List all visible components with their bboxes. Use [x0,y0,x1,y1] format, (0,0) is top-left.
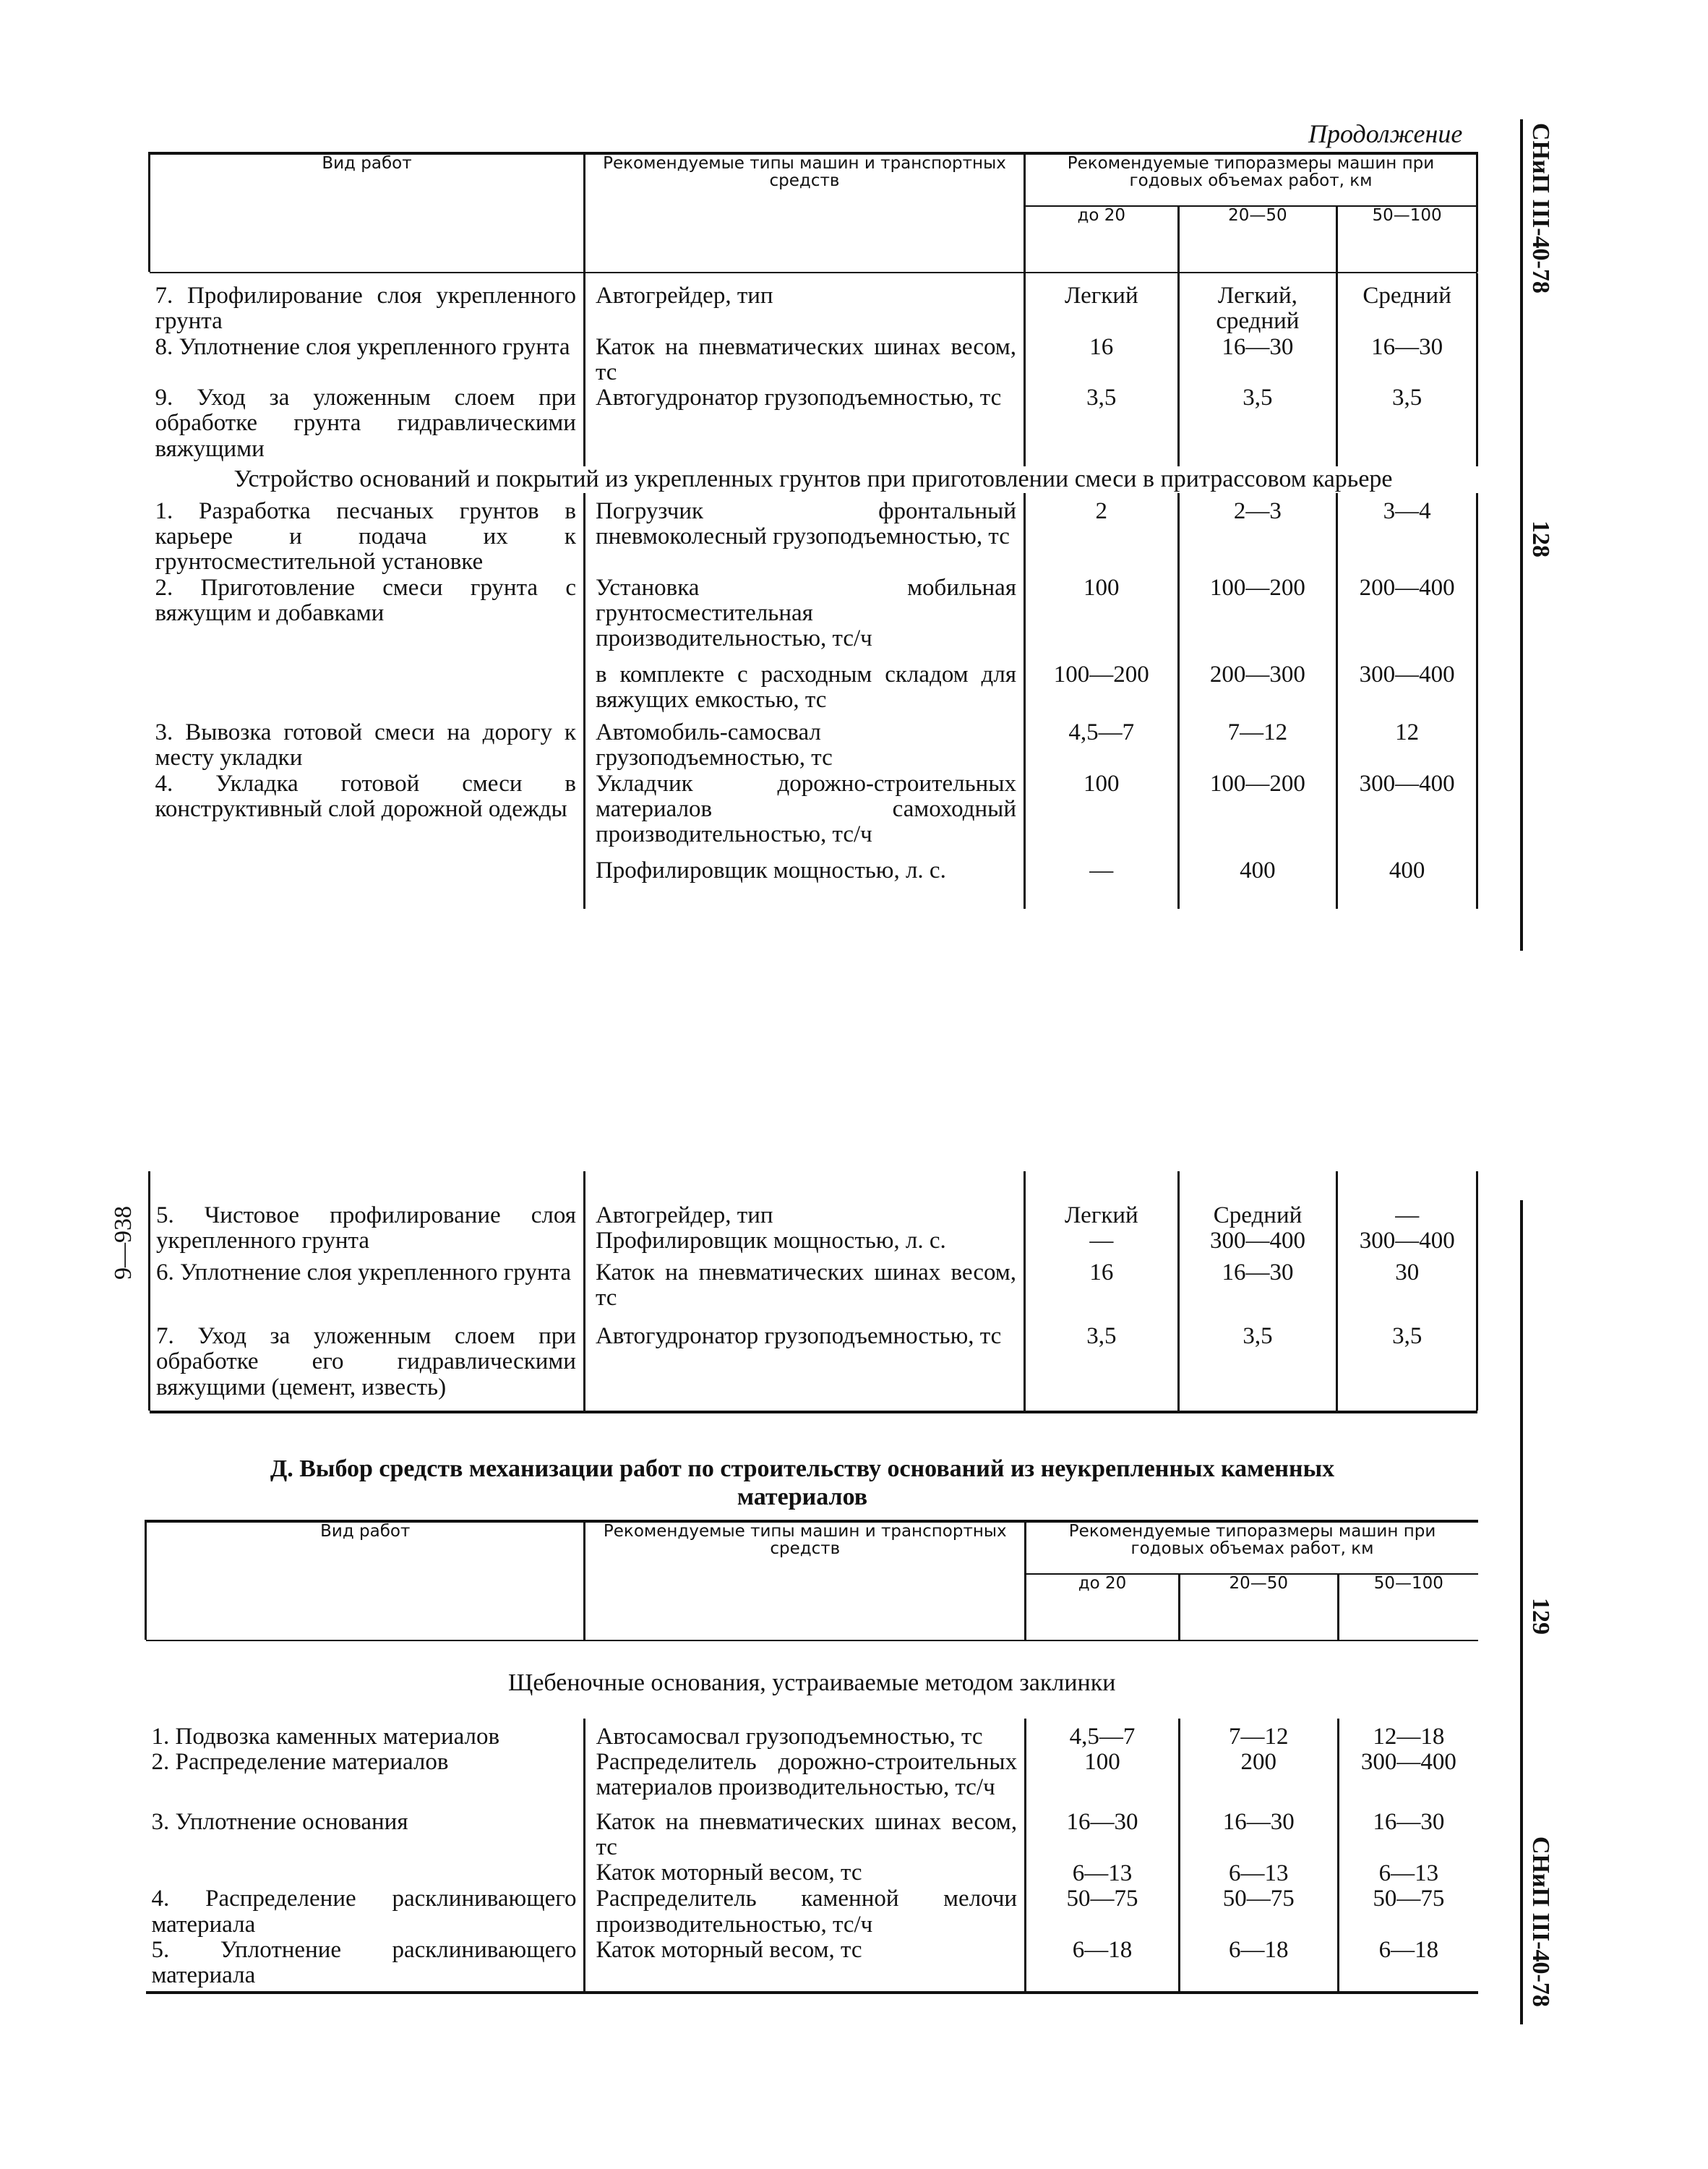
header-size-group: Рекомендуемые типоразмеры машин при годовых объемах работ, км [1026,1523,1478,1574]
table-row: 2. Приготовление смеси грунта с вяжущим и добавками Установка мобильная грунтосместительная производительностью, тс/ч 100 100—200 200—400 [150,576,1477,662]
table-row: 1. Разработка песчаных грунтов в карьере и подача их к грунтосместительной установке Погрузчик фронтальный пневмоколесный грузоподъемностью, тс 2 2—3 3—4 [150,493,1477,576]
header-upto-20: до 20 [1026,1574,1180,1640]
table-row: 5. Уплотнение расклинивающего материала Каток моторный весом, тс 6—18 6—18 6—18 [146,1938,1479,1992]
section-title: Устройство оснований и покрытий из укрепленных грунтов при приготовлении смеси в притрассовом карьере [233,466,1393,493]
table2 [148,1171,1478,1413]
header-20-50: 20—50 [1178,206,1337,272]
header-machine-types: Рекомендуемые типы машин и транспортных средств [584,155,1024,272]
right-margin-rule-top [1520,119,1523,951]
table-row: 6. Уплотнение слоя укрепленного грунта Каток на пневматических шинах весом, тс 16 16—30 30 [150,1254,1477,1312]
section-title-row [150,466,1477,493]
header-size-group: Рекомендуемые типоразмеры машин при годовых объемах работ, км [1025,155,1477,206]
table-row: 4. Укладка готовой смеси в конструктивный слой дорожной одежды Укладчик дорожно-строительных материалов самоходный производительностью, тс/ч 100 100—200 300—400 [150,771,1477,858]
table-row: 4. Распределение расклинивающего материала Распределитель каменной мелочи производительностью, тс/ч 50—75 50—75 50—75 [146,1886,1479,1938]
table1 [148,155,1478,909]
header-work-type: Вид работ [146,1523,585,1640]
table-row: 8. Уплотнение слоя укрепленного грунта Каток на пневматических шинах весом, тс 16 16—30 16—30 [150,335,1477,386]
header-machine-types: Рекомендуемые типы машин и транспортных средств [585,1523,1026,1640]
section-title-row [146,1641,1479,1719]
right-margin-rule-bottom [1520,1200,1523,2024]
table-row: 7. Профилирование слоя укрепленного грунта Автогрейдер, тип Легкий Легкий, средний Средний [150,273,1477,335]
header-work-type: Вид работ [150,155,585,272]
header-upto-20: до 20 [1025,206,1179,272]
header-50-100: 50—100 [1373,1574,1443,1593]
left-code-label: 9—938 [110,1206,137,1280]
table1-header-row [150,155,1477,206]
header-20-50: 20—50 [1179,1574,1338,1640]
table-row: 5. Чистовое профилирование слоя укрепленного грунта Автогрейдер, тип Профилировщик мощностью, л. с. Легкий — Средний 300—400 — 300—400 [150,1171,1477,1254]
table3-header-row [146,1523,1479,1574]
table-row: 3. Вывозка готовой смеси на дорогу к месту укладки Автомобиль-самосвал грузоподъемностью, тс 4,5—7 7—12 12 [150,720,1477,771]
section-d-title: Д. Выбор средств механизации работ по строительству оснований из неукрепленных каменных материалов [270,1455,1335,1511]
continuation-label: Продолжение [1308,119,1463,148]
table-row: 9. Уход за уложенным слоем при обработке грунта гидравлическими вяжущими Автогудронатор грузоподъемностью, тс 3,5 3,5 3,5 [150,385,1477,466]
section-title: Щебеночные основания, устраиваемые методом заклинки [508,1669,1116,1696]
table-row: в комплекте с расходным складом для вяжущих емкостью, тс 100—200 200—300 300—400 [150,662,1477,721]
table3 [145,1523,1478,1994]
table-row: 1. Подвозка каменных материалов Автосамосвал грузоподъемностью, тс 4,5—7 7—12 12—18 [146,1719,1479,1750]
header-50-100: 50—100 [1337,206,1477,272]
table-row: 7. Уход за уложенным слоем при обработке его гидравлическими вяжущими (цемент, известь) Автогудронатор грузоподъемностью, тс 3,5 3,5 3,5 [150,1311,1477,1411]
table-row: 3. Уплотнение основания Каток на пневматических шинах весом, тс Каток моторный весом, тс 16—30 6—13 16—30 6—13 16—30 6—13 [146,1810,1479,1887]
page-number-128: 128 [1527,521,1554,557]
code-label-top: СНиП III-40-78 [1527,123,1554,294]
code-label-bottom: СНиП III-40-78 [1527,1836,1554,2007]
table-row: 2. Распределение материалов Распределитель дорожно-строительных материалов производительностью, тс/ч 100 200 300—400 [146,1750,1479,1810]
page-number-129: 129 [1527,1598,1554,1635]
table-row: Профилировщик мощностью, л. с. — 400 400 [150,858,1477,909]
